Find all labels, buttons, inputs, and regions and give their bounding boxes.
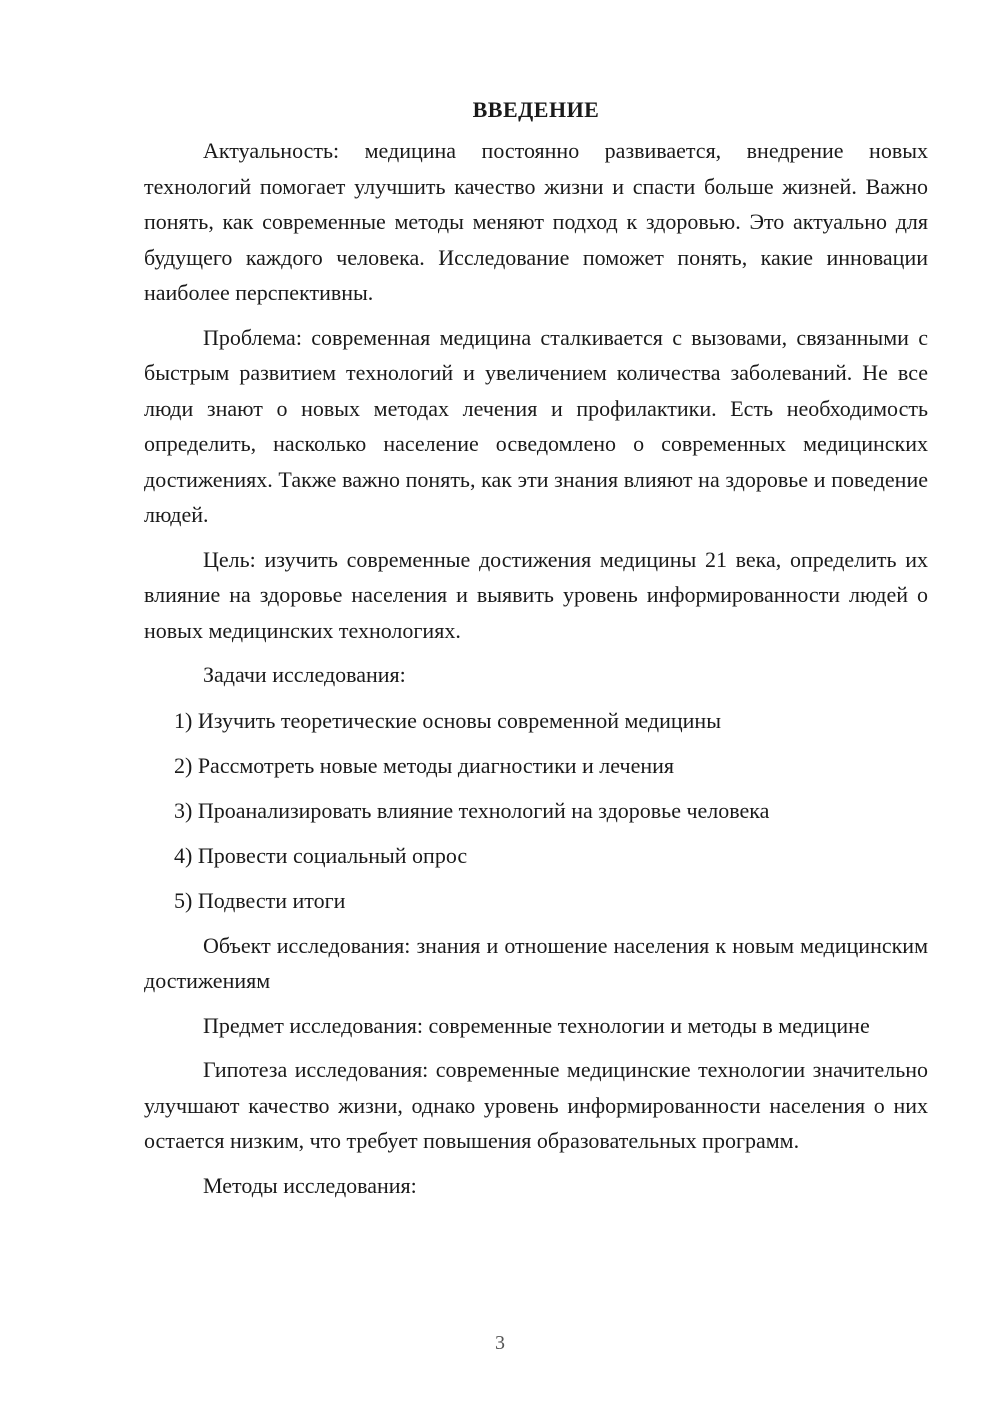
list-item: 5) Подвести итоги [174, 887, 346, 913]
list-item: 1) Изучить теоретические основы современной медицины [174, 707, 721, 733]
subject-paragraph: Предмет исследования: современные технологии и методы в медицине [203, 1012, 870, 1038]
list-item: 3) Проанализировать влияние технологий на здоровье человека [174, 797, 770, 823]
page-number: 3 [495, 1332, 505, 1354]
tasks-label: Задачи исследования: [203, 662, 406, 687]
section-heading: ВВЕДЕНИЕ [472, 97, 600, 122]
list-item: 4) Провести социальный опрос [174, 842, 468, 868]
goal-paragraph: Цель: изучить современные достижения медицины 21 века, определить их влияние на здоровье населения и выявить уровень информированности людей о новых медицинских технологиях. [144, 546, 928, 643]
list-item: 2) Рассмотреть новые методы диагностики и лечения [174, 752, 674, 778]
hypothesis-paragraph: Гипотеза исследования: современные медицинские технологии значительно улучшают качество жизни, однако уровень информированности населения о них остается низким, что требует повышения образовательных программ. [144, 1057, 928, 1153]
object-paragraph: Объект исследования: знания и отношение населения к новым медицинским достижениям [144, 932, 928, 993]
problem-paragraph: Проблема: современная медицина сталкивается с вызовами, связанными с быстрым развитием технологий и увеличением количества заболеваний. Не все люди знают о новых методах лечения и профилактики. Есть необходимость определить, насколько население осведомлено о современных медицинских достижениях. Также важно понять, как эти знания влияют на здоровье и поведение людей. [144, 324, 928, 527]
relevance-paragraph: Актуальность: медицина постоянно развивается, внедрение новых технологий помогает улучшить качество жизни и спасти больше жизней. Важно понять, как современные методы меняют подход к здоровью. Это актуально для будущего каждого человека. Исследование поможет понять, какие инновации наиболее перспективны. [144, 138, 928, 305]
methods-label: Методы исследования: [203, 1172, 417, 1198]
document-page [144, 92, 928, 1213]
tasks-list [144, 703, 928, 919]
